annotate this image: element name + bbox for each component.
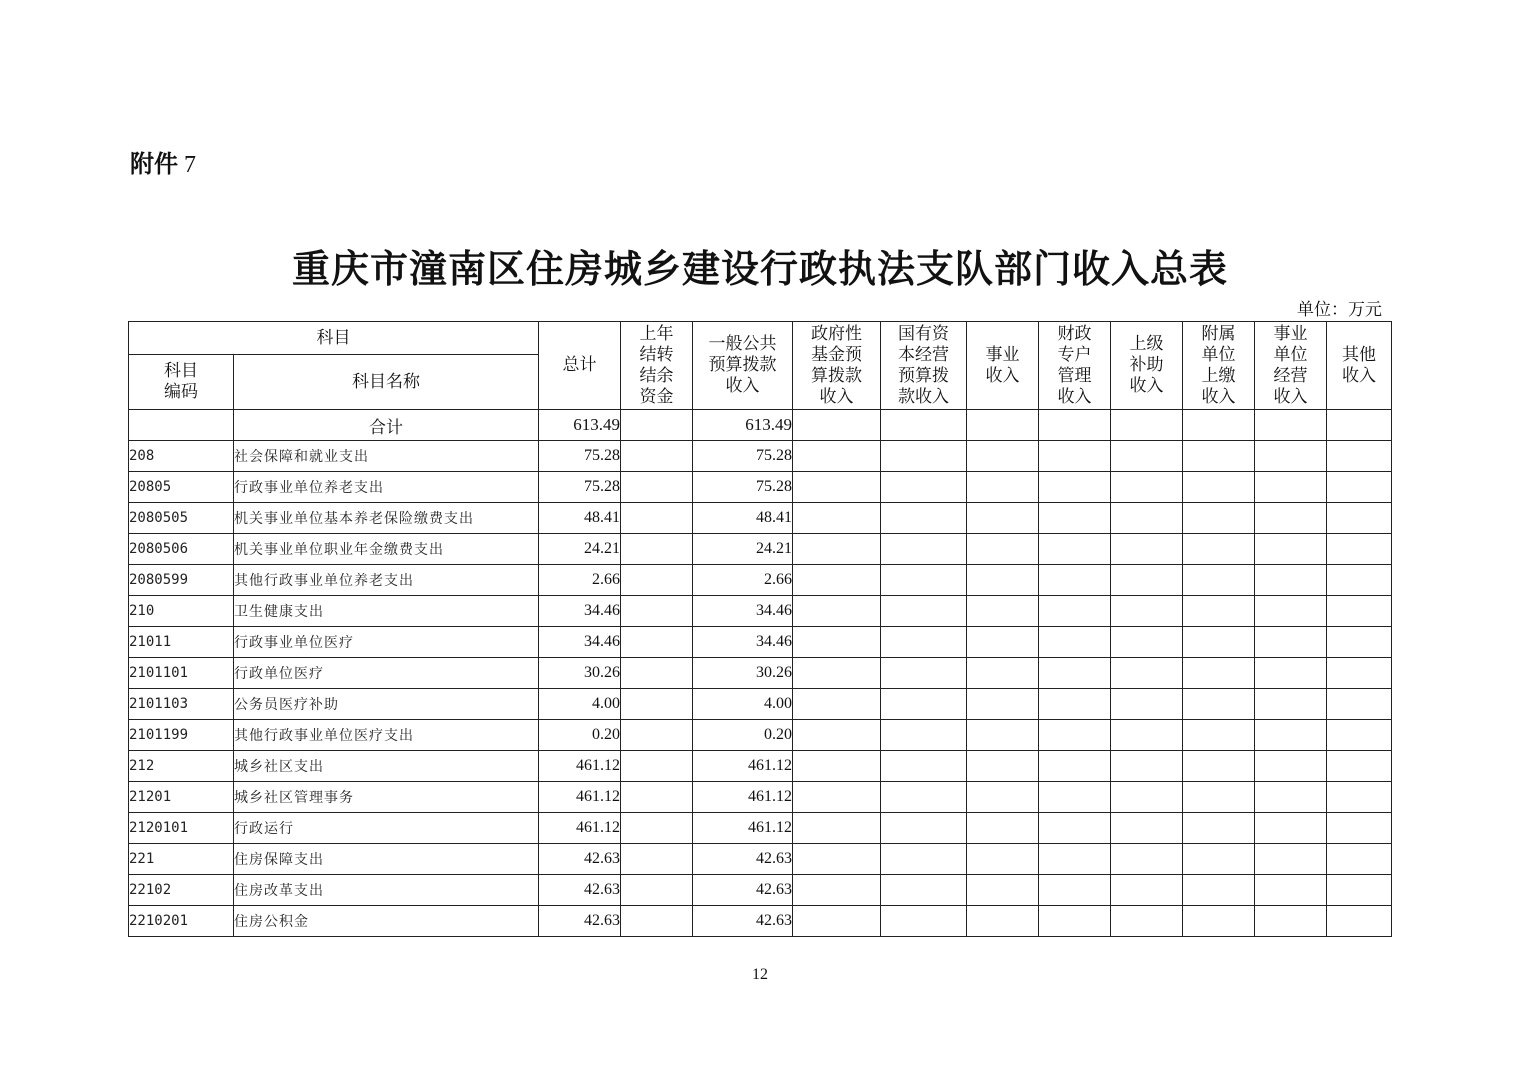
table-row: [129, 441, 1392, 472]
carryover-amount: [621, 441, 693, 472]
gov-fund-amount: [793, 720, 881, 751]
higher-subsidy-amount: [1111, 751, 1183, 782]
fiscal-special-amount: [1039, 782, 1111, 813]
business-income-amount: [967, 596, 1039, 627]
table-row: [129, 472, 1392, 503]
business-operation-amount: [1255, 782, 1327, 813]
total-code-cell: [129, 410, 234, 441]
subject-name: 城乡社区支出: [234, 751, 539, 782]
table-row: [129, 751, 1392, 782]
total-amount: 30.26: [539, 658, 621, 689]
affiliated-amount: [1183, 751, 1255, 782]
total-amount: 42.63: [539, 844, 621, 875]
table-row: [129, 596, 1392, 627]
general-budget-amount: 4.00: [693, 689, 793, 720]
higher-subsidy-amount: [1111, 813, 1183, 844]
higher-subsidy-amount: [1111, 658, 1183, 689]
business-operation-amount: [1255, 596, 1327, 627]
total-amount: 461.12: [539, 813, 621, 844]
general-budget-amount: 42.63: [693, 906, 793, 937]
affiliated-amount: [1183, 565, 1255, 596]
fiscal-special-amount: [1039, 596, 1111, 627]
subject-name: 其他行政事业单位养老支出: [234, 565, 539, 596]
subject-code: 2101199: [129, 720, 234, 751]
carryover-amount: [621, 689, 693, 720]
business-income-amount: [967, 658, 1039, 689]
state-capital-amount: [881, 565, 967, 596]
total-amount: 34.46: [539, 596, 621, 627]
affiliated-amount: [1183, 441, 1255, 472]
affiliated-amount: [1183, 658, 1255, 689]
business-income-amount: [967, 534, 1039, 565]
total-amount: 42.63: [539, 906, 621, 937]
higher-subsidy-amount: [1111, 503, 1183, 534]
subject-name: 行政事业单位养老支出: [234, 472, 539, 503]
subject-code: 212: [129, 751, 234, 782]
state-capital-amount: [881, 782, 967, 813]
affiliated-amount: [1183, 813, 1255, 844]
total-carryover: [621, 410, 693, 441]
other-amount: [1327, 689, 1392, 720]
total-gov-fund: [793, 410, 881, 441]
business-income-amount: [967, 441, 1039, 472]
header-subject: 科目: [129, 322, 539, 355]
carryover-amount: [621, 596, 693, 627]
total-fiscal-special: [1039, 410, 1111, 441]
total-other: [1327, 410, 1392, 441]
table-row: [129, 782, 1392, 813]
total-amount: 75.28: [539, 472, 621, 503]
business-income-amount: [967, 627, 1039, 658]
subject-name: 行政运行: [234, 813, 539, 844]
carryover-amount: [621, 565, 693, 596]
subject-code: 22102: [129, 875, 234, 906]
business-operation-amount: [1255, 813, 1327, 844]
business-operation-amount: [1255, 534, 1327, 565]
general-budget-amount: 34.46: [693, 596, 793, 627]
higher-subsidy-amount: [1111, 844, 1183, 875]
carryover-amount: [621, 751, 693, 782]
header-other: 其他 收入: [1327, 322, 1392, 410]
subject-code: 2101101: [129, 658, 234, 689]
total-business-operation: [1255, 410, 1327, 441]
total-general-budget: 613.49: [693, 410, 793, 441]
unit-label: 单位：万元: [1297, 300, 1382, 320]
business-income-amount: [967, 906, 1039, 937]
subject-code: 2080599: [129, 565, 234, 596]
business-operation-amount: [1255, 503, 1327, 534]
general-budget-amount: 34.46: [693, 627, 793, 658]
gov-fund-amount: [793, 782, 881, 813]
subject-name: 住房公积金: [234, 906, 539, 937]
gov-fund-amount: [793, 627, 881, 658]
business-operation-amount: [1255, 906, 1327, 937]
fiscal-special-amount: [1039, 472, 1111, 503]
affiliated-amount: [1183, 534, 1255, 565]
subject-code: 20805: [129, 472, 234, 503]
table-row: [129, 875, 1392, 906]
gov-fund-amount: [793, 596, 881, 627]
subject-name: 社会保障和就业支出: [234, 441, 539, 472]
business-income-amount: [967, 875, 1039, 906]
header-fiscal-special: 财政 专户 管理 收入: [1039, 322, 1111, 410]
fiscal-special-amount: [1039, 503, 1111, 534]
affiliated-amount: [1183, 844, 1255, 875]
gov-fund-amount: [793, 472, 881, 503]
business-income-amount: [967, 782, 1039, 813]
business-income-amount: [967, 689, 1039, 720]
fiscal-special-amount: [1039, 658, 1111, 689]
total-amount: 461.12: [539, 782, 621, 813]
higher-subsidy-amount: [1111, 689, 1183, 720]
business-operation-amount: [1255, 720, 1327, 751]
subject-name: 其他行政事业单位医疗支出: [234, 720, 539, 751]
affiliated-amount: [1183, 875, 1255, 906]
state-capital-amount: [881, 503, 967, 534]
table-row: [129, 689, 1392, 720]
general-budget-amount: 461.12: [693, 782, 793, 813]
carryover-amount: [621, 875, 693, 906]
business-income-amount: [967, 720, 1039, 751]
higher-subsidy-amount: [1111, 441, 1183, 472]
page-title: 重庆市潼南区住房城乡建设行政执法支队部门收入总表: [291, 246, 1228, 291]
gov-fund-amount: [793, 906, 881, 937]
higher-subsidy-amount: [1111, 720, 1183, 751]
total-amount: 34.46: [539, 627, 621, 658]
business-operation-amount: [1255, 751, 1327, 782]
total-business-income: [967, 410, 1039, 441]
affiliated-amount: [1183, 689, 1255, 720]
fiscal-special-amount: [1039, 534, 1111, 565]
general-budget-amount: 48.41: [693, 503, 793, 534]
gov-fund-amount: [793, 751, 881, 782]
affiliated-amount: [1183, 720, 1255, 751]
page-number: 12: [752, 966, 768, 983]
state-capital-amount: [881, 534, 967, 565]
gov-fund-amount: [793, 844, 881, 875]
subject-code: 2080506: [129, 534, 234, 565]
state-capital-amount: [881, 596, 967, 627]
gov-fund-amount: [793, 534, 881, 565]
carryover-amount: [621, 627, 693, 658]
total-amount: 2.66: [539, 565, 621, 596]
gov-fund-amount: [793, 658, 881, 689]
business-operation-amount: [1255, 875, 1327, 906]
subject-code: 2120101: [129, 813, 234, 844]
affiliated-amount: [1183, 906, 1255, 937]
subject-code: 208: [129, 441, 234, 472]
header-state-capital: 国有资 本经营 预算拨 款收入: [881, 322, 967, 410]
higher-subsidy-amount: [1111, 565, 1183, 596]
table-row: [129, 627, 1392, 658]
total-amount: 4.00: [539, 689, 621, 720]
general-budget-amount: 461.12: [693, 751, 793, 782]
header-general-budget: 一般公共 预算拨款 收入: [693, 322, 793, 410]
business-operation-amount: [1255, 844, 1327, 875]
business-operation-amount: [1255, 689, 1327, 720]
other-amount: [1327, 503, 1392, 534]
carryover-amount: [621, 503, 693, 534]
fiscal-special-amount: [1039, 627, 1111, 658]
fiscal-special-amount: [1039, 751, 1111, 782]
other-amount: [1327, 534, 1392, 565]
general-budget-amount: 30.26: [693, 658, 793, 689]
total-label: 合计: [234, 410, 539, 441]
fiscal-special-amount: [1039, 844, 1111, 875]
higher-subsidy-amount: [1111, 472, 1183, 503]
total-amount: 461.12: [539, 751, 621, 782]
fiscal-special-amount: [1039, 906, 1111, 937]
business-operation-amount: [1255, 658, 1327, 689]
state-capital-amount: [881, 627, 967, 658]
total-amount: 613.49: [539, 410, 621, 441]
other-amount: [1327, 906, 1392, 937]
other-amount: [1327, 627, 1392, 658]
other-amount: [1327, 875, 1392, 906]
other-amount: [1327, 565, 1392, 596]
general-budget-amount: 24.21: [693, 534, 793, 565]
business-operation-amount: [1255, 627, 1327, 658]
other-amount: [1327, 782, 1392, 813]
fiscal-special-amount: [1039, 813, 1111, 844]
total-amount: 48.41: [539, 503, 621, 534]
table-row: [129, 534, 1392, 565]
state-capital-amount: [881, 720, 967, 751]
subject-name: 城乡社区管理事务: [234, 782, 539, 813]
fiscal-special-amount: [1039, 875, 1111, 906]
subject-name: 卫生健康支出: [234, 596, 539, 627]
other-amount: [1327, 813, 1392, 844]
table-row: [129, 906, 1392, 937]
carryover-amount: [621, 534, 693, 565]
affiliated-amount: [1183, 782, 1255, 813]
business-operation-amount: [1255, 441, 1327, 472]
fiscal-special-amount: [1039, 689, 1111, 720]
state-capital-amount: [881, 751, 967, 782]
other-amount: [1327, 472, 1392, 503]
subject-name: 行政事业单位医疗: [234, 627, 539, 658]
gov-fund-amount: [793, 441, 881, 472]
carryover-amount: [621, 813, 693, 844]
total-state-capital: [881, 410, 967, 441]
general-budget-amount: 2.66: [693, 565, 793, 596]
other-amount: [1327, 844, 1392, 875]
subject-name: 住房改革支出: [234, 875, 539, 906]
affiliated-amount: [1183, 472, 1255, 503]
subject-code: 21011: [129, 627, 234, 658]
carryover-amount: [621, 658, 693, 689]
table-row: [129, 503, 1392, 534]
total-amount: 0.20: [539, 720, 621, 751]
general-budget-amount: 75.28: [693, 441, 793, 472]
carryover-amount: [621, 782, 693, 813]
income-summary-table: [128, 321, 1392, 937]
state-capital-amount: [881, 658, 967, 689]
other-amount: [1327, 596, 1392, 627]
table-row: [129, 720, 1392, 751]
business-income-amount: [967, 751, 1039, 782]
subject-name: 机关事业单位基本养老保险缴费支出: [234, 503, 539, 534]
state-capital-amount: [881, 472, 967, 503]
affiliated-amount: [1183, 596, 1255, 627]
table-row: [129, 844, 1392, 875]
header-affiliated: 附属 单位 上缴 收入: [1183, 322, 1255, 410]
subject-code: 221: [129, 844, 234, 875]
higher-subsidy-amount: [1111, 534, 1183, 565]
gov-fund-amount: [793, 565, 881, 596]
business-income-amount: [967, 472, 1039, 503]
carryover-amount: [621, 844, 693, 875]
higher-subsidy-amount: [1111, 782, 1183, 813]
general-budget-amount: 461.12: [693, 813, 793, 844]
header-gov-fund: 政府性 基金预 算拨款 收入: [793, 322, 881, 410]
subject-code: 2210201: [129, 906, 234, 937]
state-capital-amount: [881, 441, 967, 472]
subject-name: 住房保障支出: [234, 844, 539, 875]
subject-code: 2101103: [129, 689, 234, 720]
other-amount: [1327, 658, 1392, 689]
other-amount: [1327, 441, 1392, 472]
business-income-amount: [967, 844, 1039, 875]
gov-fund-amount: [793, 813, 881, 844]
total-amount: 42.63: [539, 875, 621, 906]
affiliated-amount: [1183, 503, 1255, 534]
other-amount: [1327, 751, 1392, 782]
subject-code: 2080505: [129, 503, 234, 534]
state-capital-amount: [881, 844, 967, 875]
state-capital-amount: [881, 906, 967, 937]
header-total: 总计: [539, 322, 621, 410]
carryover-amount: [621, 720, 693, 751]
header-business-income: 事业 收入: [967, 322, 1039, 410]
subject-name: 公务员医疗补助: [234, 689, 539, 720]
business-income-amount: [967, 503, 1039, 534]
table-row: [129, 565, 1392, 596]
attachment-label: [130, 144, 196, 179]
higher-subsidy-amount: [1111, 627, 1183, 658]
table-row: [129, 813, 1392, 844]
subject-name: 机关事业单位职业年金缴费支出: [234, 534, 539, 565]
header-carryover: 上年 结转 结余 资金: [621, 322, 693, 410]
business-income-amount: [967, 813, 1039, 844]
higher-subsidy-amount: [1111, 596, 1183, 627]
total-row: [129, 410, 1392, 441]
higher-subsidy-amount: [1111, 875, 1183, 906]
business-income-amount: [967, 565, 1039, 596]
business-operation-amount: [1255, 472, 1327, 503]
carryover-amount: [621, 472, 693, 503]
general-budget-amount: 0.20: [693, 720, 793, 751]
header-name: 科目名称: [234, 355, 539, 410]
business-operation-amount: [1255, 565, 1327, 596]
fiscal-special-amount: [1039, 441, 1111, 472]
state-capital-amount: [881, 875, 967, 906]
subject-code: 210: [129, 596, 234, 627]
general-budget-amount: 42.63: [693, 875, 793, 906]
total-amount: 75.28: [539, 441, 621, 472]
table-row: [129, 658, 1392, 689]
other-amount: [1327, 720, 1392, 751]
fiscal-special-amount: [1039, 720, 1111, 751]
subject-name: 行政单位医疗: [234, 658, 539, 689]
general-budget-amount: 42.63: [693, 844, 793, 875]
header-code: 科目 编码: [129, 355, 234, 410]
gov-fund-amount: [793, 689, 881, 720]
gov-fund-amount: [793, 503, 881, 534]
gov-fund-amount: [793, 875, 881, 906]
general-budget-amount: 75.28: [693, 472, 793, 503]
total-amount: 24.21: [539, 534, 621, 565]
header-higher-subsidy: 上级 补助 收入: [1111, 322, 1183, 410]
total-higher-subsidy: [1111, 410, 1183, 441]
state-capital-amount: [881, 689, 967, 720]
carryover-amount: [621, 906, 693, 937]
attachment-text: 附件: [130, 150, 178, 178]
attachment-number: 7: [184, 152, 196, 178]
state-capital-amount: [881, 813, 967, 844]
subject-code: 21201: [129, 782, 234, 813]
total-affiliated: [1183, 410, 1255, 441]
higher-subsidy-amount: [1111, 906, 1183, 937]
fiscal-special-amount: [1039, 565, 1111, 596]
header-business-operation: 事业 单位 经营 收入: [1255, 322, 1327, 410]
affiliated-amount: [1183, 627, 1255, 658]
